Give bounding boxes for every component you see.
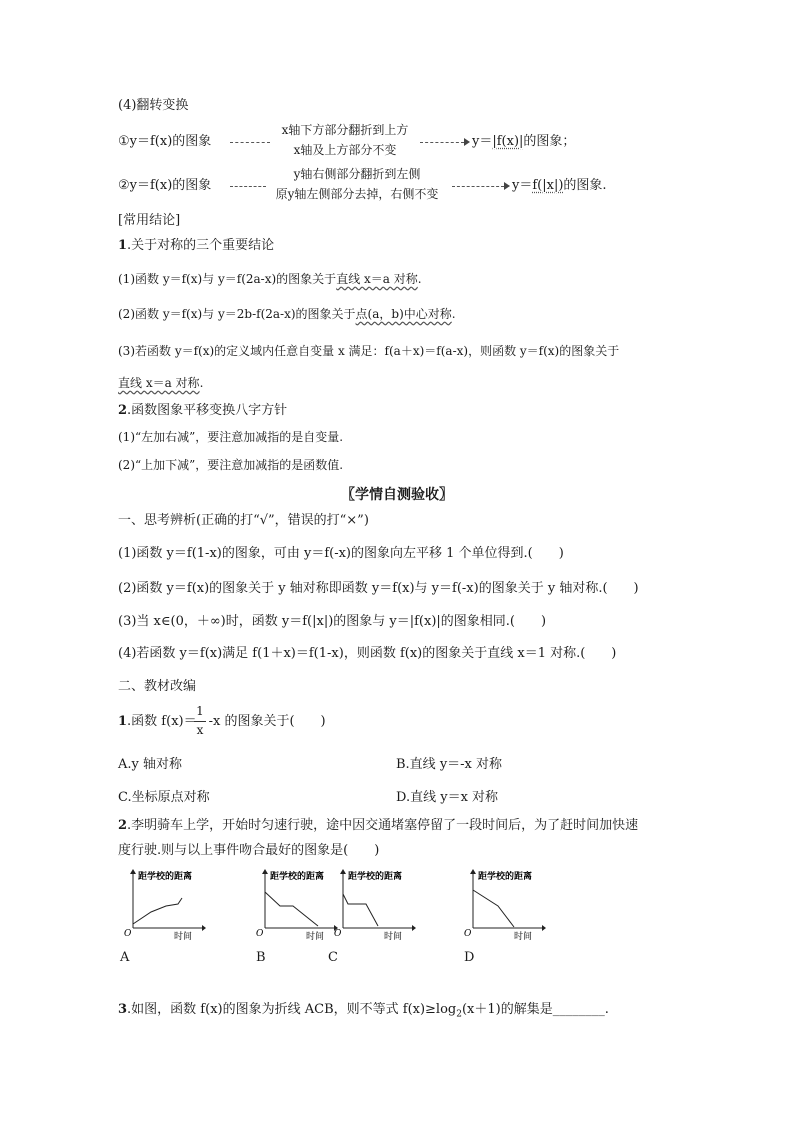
graph-label-a: A bbox=[120, 950, 130, 965]
option-b: B.直线 y＝-x 对称 bbox=[396, 757, 503, 772]
part1-q3: (3)当 x∈(0，＋∞)时，函数 y＝f(|x|)的图象与 y＝|f(x)|的图象相同.( ) bbox=[118, 614, 547, 629]
flip-row1-rhs: y＝|f(x)|的图象； bbox=[472, 134, 576, 149]
flip-row1-top: x轴下方部分翻折到上方 bbox=[281, 123, 409, 137]
graph-d bbox=[456, 868, 546, 940]
part2-q2-line2: 度行驶.则与以上事件吻合最好的图象是( ) bbox=[118, 843, 380, 858]
flip-row2-dash-right bbox=[452, 186, 504, 187]
flip-row1-dash-left bbox=[230, 142, 270, 143]
flip-row2-top: y轴右侧部分翻折到左侧 bbox=[293, 167, 421, 181]
c1-item1: (1)函数 y＝f(x)与 y＝f(2a-x)的图象关于直线 x＝a 对称. bbox=[118, 272, 422, 286]
flip-title: (4)翻转变换 bbox=[118, 98, 189, 113]
c2-item2: (2)“上加下减”，要注意加减指的是函数值. bbox=[118, 458, 344, 472]
frac-denominator: x bbox=[196, 723, 204, 737]
flip-row2-bottom: 原y轴左侧部分去掉，右侧不变 bbox=[275, 187, 439, 201]
arrow-right-icon bbox=[464, 138, 470, 146]
graph-label-b: B bbox=[256, 950, 266, 965]
x-axis-label: 时间 bbox=[174, 932, 193, 940]
flip-row1-bottom: x轴及上方部分不变 bbox=[293, 143, 397, 157]
c2-title: 2.函数图象平移变换八字方针 bbox=[118, 403, 288, 418]
frac-bar bbox=[194, 721, 206, 722]
part2-q3: 3.如图，函数 f(x)的图象为折线 ACB，则不等式 $f(x)\ge\log_2(x+1)$的解集是________. bbox=[118, 1002, 609, 1020]
c1-title: 1.关于对称的三个重要结论 bbox=[118, 238, 275, 253]
c1-item3-cont: 直线 x＝a 对称. bbox=[118, 376, 204, 390]
x-axis-label: 时间 bbox=[306, 932, 325, 940]
arrow-right-icon bbox=[504, 182, 510, 190]
origin-label: O bbox=[464, 929, 472, 939]
y-axis-label: 距学校的距离 bbox=[138, 872, 193, 882]
option-d: D.直线 y＝x 对称 bbox=[396, 790, 499, 805]
part2-title: 二、教材改编 bbox=[118, 679, 197, 694]
y-axis-label: 距学校的距离 bbox=[478, 872, 533, 882]
flip-row2-rhs: y＝f(|x|)的图象. bbox=[512, 178, 607, 193]
origin-label: O bbox=[124, 929, 132, 939]
graph-a bbox=[116, 868, 206, 940]
c1-item2: (2)函数 y＝f(x)与 y＝2b-f(2a-x)的图象关于点(a，b)中心对称. bbox=[118, 307, 456, 321]
x-axis-label: 时间 bbox=[384, 932, 403, 940]
graph-c bbox=[326, 868, 416, 940]
flip-row2-dash-left bbox=[230, 186, 266, 187]
c2-item1: (1)“左加右减”，要注意加减指的是自变量. bbox=[118, 430, 344, 444]
conclusions-header: [常用结论] bbox=[118, 213, 181, 228]
c1-item3: (3)若函数 y＝f(x)的定义域内任意自变量 x 满足：f(a＋x)＝f(a-x)，则函数 y＝f(x)的图象关于 bbox=[118, 344, 620, 358]
graph-b bbox=[248, 868, 338, 940]
part2-q2-line1: 2.李明骑车上学，开始时匀速行驶，途中因交通堵塞停留了一段时间后，为了赶时间加快速 bbox=[118, 818, 639, 833]
y-axis-label: 距学校的距离 bbox=[270, 872, 325, 882]
graph-label-c: C bbox=[328, 950, 338, 965]
part1-q1: (1)函数 y＝f(1-x)的图象，可由 y＝f(-x)的图象向左平移 1 个单位得到.( ) bbox=[118, 546, 564, 561]
origin-label: O bbox=[334, 929, 342, 939]
x-axis-label: 时间 bbox=[514, 932, 533, 940]
option-a: A.y 轴对称 bbox=[118, 757, 182, 772]
part2-q1: 1.函数 f(x)＝ -x 的图象关于( ) bbox=[118, 714, 326, 729]
section-heading: 〖学情自测验收〗 bbox=[341, 487, 453, 503]
option-c: C.坐标原点对称 bbox=[118, 790, 210, 805]
part1-q4: (4)若函数 y＝f(x)满足 f(1＋x)＝f(1-x)，则函数 f(x)的图象关于直线 x＝1 对称.( ) bbox=[118, 646, 617, 661]
origin-label: O bbox=[256, 929, 264, 939]
part1-title: 一、思考辨析(正确的打“√”，错误的打“×”) bbox=[118, 513, 369, 528]
y-axis-label: 距学校的距离 bbox=[348, 872, 403, 882]
flip-row2-lhs: ②y＝f(x)的图象 bbox=[118, 178, 212, 193]
flip-row1-dash-right bbox=[420, 142, 464, 143]
flip-row1-lhs: ①y＝f(x)的图象 bbox=[118, 134, 212, 149]
frac-numerator: 1 bbox=[196, 704, 204, 718]
graph-label-d: D bbox=[464, 950, 475, 965]
part1-q2: (2)函数 y＝f(x)的图象关于 y 轴对称即函数 y＝f(x)与 y＝f(-x)的图象关于 y 轴对称.( ) bbox=[118, 581, 639, 596]
